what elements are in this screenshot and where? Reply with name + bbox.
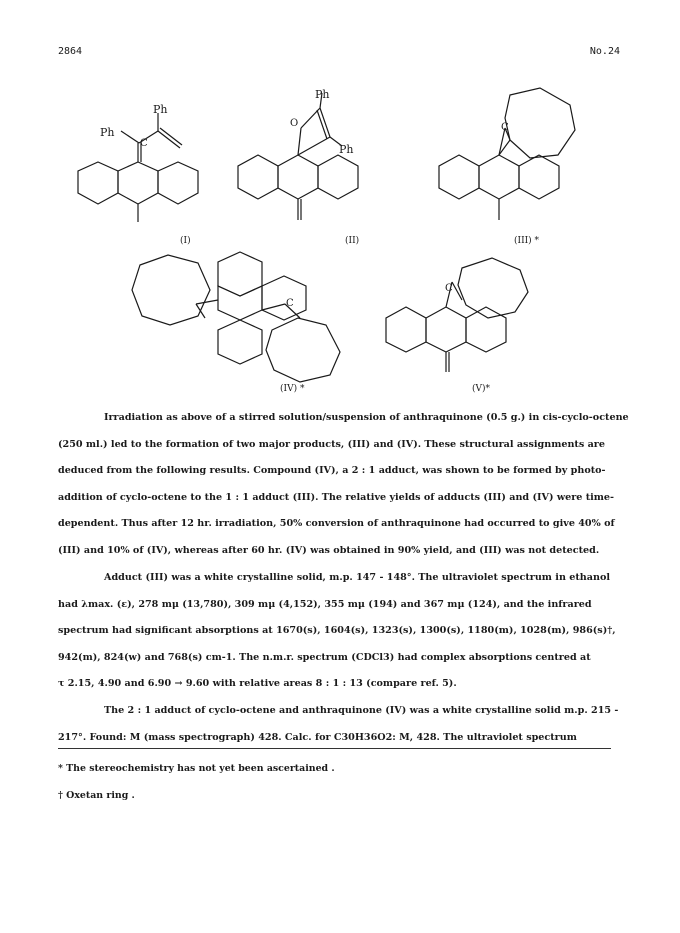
text-line: The 2 : 1 adduct of cyclo-octene and anthraquinone (IV) was a white crystalline solid m.p. 215 - <box>104 705 619 716</box>
paragraph-1 <box>58 405 629 565</box>
structure-IV <box>132 252 340 382</box>
structure-I <box>78 113 198 222</box>
atom-c-I: C <box>140 138 148 149</box>
text-line: 942(m), 824(w) and 768(s) cm-1. The n.m.r. spectrum (CDCl3) had complex absorptions centred at <box>58 651 591 663</box>
text-line: dependent. Thus after 12 hr. irradiation, 50% conversion of anthraquinone had occurred to give 40% of <box>58 518 615 530</box>
atom-c-IV: C <box>286 298 294 309</box>
footnote-star <box>58 763 335 774</box>
text-line: spectrum had significant absorptions at 1670(s), 1604(s), 1323(s), 1300(s), 1180(m), 1028(m), 986(s)†, <box>58 625 616 637</box>
footnote-dagger-text: Oxetan ring . <box>66 790 135 801</box>
text-line: (250 ml.) led to the formation of two major products, (III) and (IV). These structural assignments are <box>58 438 605 450</box>
paragraph-3 <box>58 698 624 751</box>
atom-ph-right-II: Ph <box>339 143 354 156</box>
footnote-dagger <box>58 790 135 801</box>
text-line: τ 2.15, 4.90 and 6.90 → 9.60 with relative areas 8 : 1 : 13 (compare ref. 5). <box>58 678 457 690</box>
atom-ph-top-II: Ph <box>315 88 330 101</box>
atom-c-III: C <box>501 122 509 133</box>
text-line: Adduct (III) was a white crystalline solid, m.p. 147 - 148°. The ultraviolet spectrum in ethanol <box>104 572 611 583</box>
chemical-structures-figure <box>0 0 680 400</box>
paragraph-2 <box>58 565 624 698</box>
structure-V <box>386 258 528 372</box>
atom-ph-left-I: Ph <box>100 126 115 139</box>
page-number: 2864 <box>58 46 83 57</box>
structure-II <box>238 93 358 220</box>
structure-III <box>439 88 575 220</box>
journal-issue: No.24 <box>589 46 620 57</box>
dagger-marker: † <box>58 790 67 801</box>
footnote-star-text: The stereochemistry has not yet been ascertained . <box>66 763 335 774</box>
label-compound-I: (I) <box>180 236 191 246</box>
text-line: had λmax. (ε), 278 mμ (13,780), 309 mμ (4,152), 355 mμ (194) and 367 mμ (124), and the infrared <box>58 598 592 610</box>
text-line: 217°. Found: M (mass spectrograph) 428. Calc. for C30H36O2: M, 428. The ultraviolet spectrum <box>58 731 577 743</box>
atom-ph-top-I: Ph <box>153 103 168 116</box>
footnote-rule <box>58 748 611 749</box>
star-marker: * <box>58 763 67 774</box>
label-compound-II: (II) <box>345 236 360 246</box>
text-line: addition of cyclo-octene to the 1 : 1 adduct (III). The relative yields of adducts (III) and (IV) were time- <box>58 491 615 503</box>
label-compound-IV: (IV) * <box>280 384 305 394</box>
text-line: deduced from the following results. Compound (IV), a 2 : 1 adduct, was shown to be formed by photo- <box>58 465 606 477</box>
atom-o-II: O <box>290 118 299 129</box>
text-line: (III) and 10% of (IV), whereas after 60 hr. (IV) was obtained in 90% yield, and (III) was not detected. <box>58 544 600 556</box>
atom-c-V: C <box>445 283 453 294</box>
text-line: Irradiation as above of a stirred solution/suspension of anthraquinone (0.5 g.) in cis-cyclo-octene <box>104 412 629 423</box>
label-compound-V: (V)* <box>472 384 491 394</box>
label-compound-III: (III) * <box>514 236 540 246</box>
